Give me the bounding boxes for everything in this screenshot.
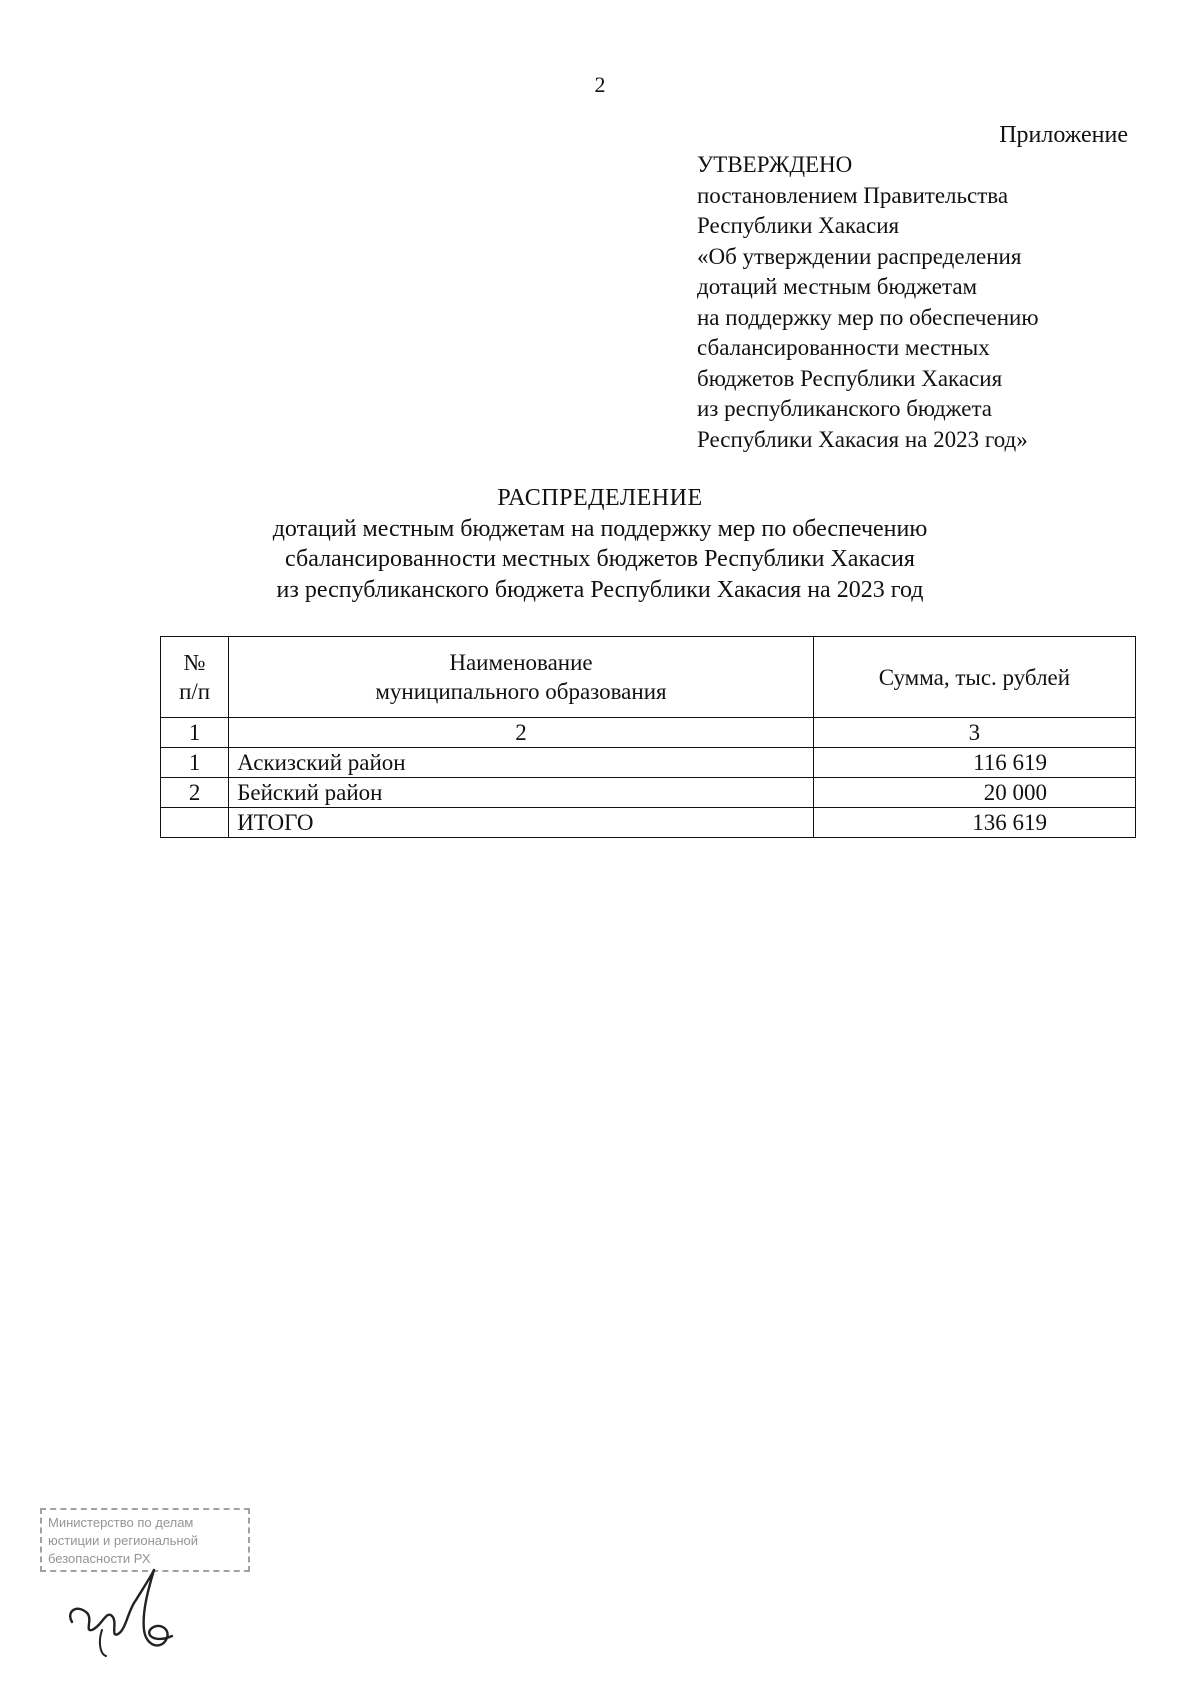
approval-line: на поддержку мер по обеспечению bbox=[697, 304, 1039, 330]
column-number: 2 bbox=[229, 718, 814, 748]
table-header-row bbox=[161, 637, 1136, 718]
header-number bbox=[161, 637, 229, 718]
page-number: 2 bbox=[594, 72, 606, 97]
row-amount: 116 619 bbox=[813, 748, 1135, 778]
approval-line: постановлением Правительства bbox=[697, 182, 1009, 208]
column-number: 1 bbox=[161, 718, 229, 748]
header-name-line: Наименование bbox=[449, 650, 593, 675]
header-number-label: п/п bbox=[179, 679, 211, 704]
signature-icon bbox=[62, 1560, 192, 1660]
approval-line: сбалансированности местных bbox=[697, 335, 990, 360]
row-name: Аскизский район bbox=[229, 748, 814, 778]
document-subtitle-line: сбалансированности местных бюджетов Республики Хакасия bbox=[285, 546, 915, 572]
approval-line: «Об утверждении распределения bbox=[697, 243, 1022, 269]
row-number: 1 bbox=[161, 748, 229, 778]
column-number: 3 bbox=[813, 718, 1135, 748]
total-label: ИТОГО bbox=[229, 808, 814, 838]
appendix-label: Приложение bbox=[999, 122, 1128, 148]
table-column-numbers-row bbox=[161, 718, 1136, 748]
stamp-line: безопасности РХ bbox=[48, 1551, 151, 1566]
total-amount: 136 619 bbox=[813, 808, 1135, 838]
approval-line: из республиканского бюджета bbox=[697, 396, 992, 421]
approval-line: Республики Хакасия на 2023 год» bbox=[697, 426, 1028, 452]
row-number: 2 bbox=[161, 778, 229, 808]
stamp-line: Министерство по делам bbox=[48, 1515, 194, 1530]
table-row bbox=[161, 748, 1136, 778]
document-subtitle-line: дотаций местным бюджетам на поддержку мер по обеспечению bbox=[272, 515, 928, 542]
document-subtitle-line: из республиканского бюджета Республики Хакасия на 2023 год bbox=[276, 576, 924, 603]
total-number bbox=[161, 808, 229, 838]
approval-title: УТВЕРЖДЕНО bbox=[697, 152, 853, 177]
approval-block bbox=[697, 150, 1039, 455]
approval-line: дотаций местным бюджетам bbox=[697, 274, 978, 299]
distribution-table bbox=[160, 636, 1136, 838]
approval-line: бюджетов Республики Хакасия bbox=[697, 365, 1003, 391]
table-row bbox=[161, 778, 1136, 808]
document-heading bbox=[0, 483, 1200, 605]
document-title: РАСПРЕДЕЛЕНИЕ bbox=[497, 485, 703, 511]
row-amount: 20 000 bbox=[813, 778, 1135, 808]
header-name bbox=[229, 637, 814, 718]
header-name-line: муниципального образования bbox=[375, 679, 667, 704]
stamp-line: юстиции и региональной bbox=[48, 1533, 199, 1548]
row-name: Бейский район bbox=[229, 778, 814, 808]
header-sum: Сумма, тыс. рублей bbox=[813, 637, 1135, 718]
header-number-symbol: № bbox=[183, 650, 206, 675]
approval-line: Республики Хакасия bbox=[697, 213, 900, 238]
table-total-row bbox=[161, 808, 1136, 838]
